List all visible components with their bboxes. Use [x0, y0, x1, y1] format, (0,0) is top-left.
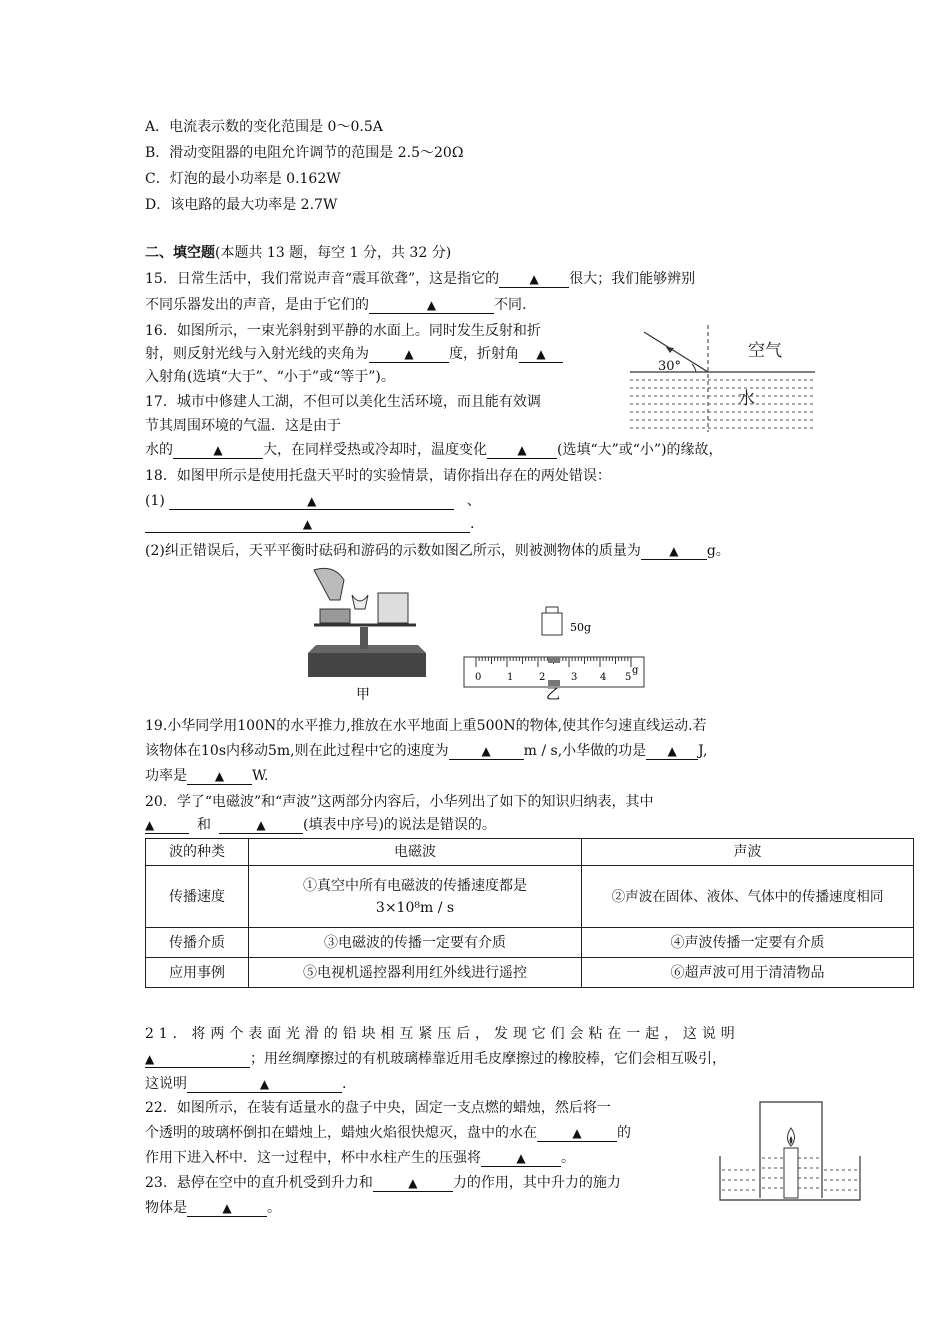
- q22-blank2[interactable]: [481, 1150, 561, 1167]
- object-box: [378, 593, 408, 623]
- q19-text: J,: [698, 743, 708, 759]
- option-a: A．电流表示数的变化范围是 0～0.5A: [145, 119, 383, 135]
- q23-text: 。: [267, 1200, 281, 1216]
- q19-blank1[interactable]: [449, 743, 524, 760]
- q21-text: 这说明: [145, 1076, 187, 1092]
- blank-mark: ▲: [213, 443, 223, 457]
- blank-mark: ▲: [536, 347, 546, 361]
- blank-mark: ▲: [516, 1151, 526, 1165]
- q19-text: W.: [252, 768, 269, 784]
- q18-line3: [145, 514, 474, 534]
- q21-text: .: [342, 1076, 347, 1092]
- blank-mark: ▲: [222, 1201, 232, 1215]
- q23-text: 23．悬停在空中的直升机受到升力和: [145, 1175, 373, 1191]
- q16-line1: 16．如图所示，一束光斜射到平静的水面上。同时发生反射和折: [145, 323, 541, 339]
- section-heading: [145, 243, 451, 263]
- cup: [352, 595, 368, 609]
- candle: [784, 1148, 798, 1198]
- balance-base: [308, 653, 426, 677]
- rider: [548, 657, 560, 663]
- table-header-row: [146, 839, 914, 866]
- q17-text: 水的: [145, 442, 173, 458]
- label-jia: 甲: [356, 687, 370, 703]
- candle-figure: [716, 1098, 866, 1206]
- q18-line1: 18．如图甲所示是使用托盘天平时的实验情景，请你指出存在的两处错误：: [145, 468, 611, 484]
- scale-unit: g: [632, 665, 639, 676]
- table-cell: ⑤电视机遥控器利用红外线进行遥控: [249, 958, 582, 988]
- q22-text: 作用下进入杯中．这一过程中，杯中水柱产生的压强将: [145, 1150, 481, 1166]
- knowledge-table: [145, 838, 914, 988]
- q21-blank1[interactable]: [145, 1051, 250, 1068]
- q18-end: .: [470, 516, 475, 532]
- option-b: B．滑动变阻器的电阻允许调节的范围是 2.5～20Ω: [145, 145, 464, 161]
- q15-blank1[interactable]: [499, 271, 569, 288]
- q15-line2: [145, 295, 526, 315]
- blank-mark: ▲: [145, 818, 155, 832]
- tick-0: 0: [475, 672, 482, 683]
- table-row: [146, 866, 914, 928]
- q19-line2: [145, 741, 707, 761]
- q17-blank1[interactable]: [173, 442, 263, 459]
- q21-text: ；用丝绸摩擦过的有机玻璃棒靠近用毛皮摩擦过的橡胶棒，它们会相互吸引，: [250, 1051, 726, 1067]
- angle-arc: [692, 364, 696, 372]
- air-label: 空气: [748, 341, 782, 361]
- q18-line4: [145, 541, 730, 561]
- q17-line3: [145, 440, 723, 460]
- blank-mark: ▲: [572, 1126, 582, 1140]
- table-cell: ⑥超声波可用于清清物品: [582, 958, 914, 988]
- q18-part1-label: (1): [145, 493, 165, 509]
- table-cell: ②声波在固体、液体、气体中的传播速度相同: [582, 866, 914, 928]
- cell-line: 3×10⁸m / s: [375, 899, 455, 916]
- balance-figure: [300, 565, 435, 705]
- table-row: [146, 958, 914, 988]
- blank-mark: ▲: [426, 298, 437, 312]
- q20-line2: [145, 815, 496, 835]
- q15-text: 不同乐器发出的声音，是由于它们的: [145, 297, 369, 313]
- q17-text: (选填“大”或“小”)的缘故，: [557, 442, 723, 458]
- tick-3: 3: [571, 672, 578, 683]
- q21-line2: [145, 1049, 726, 1069]
- q19-blank2[interactable]: [646, 743, 698, 760]
- q20-text: (填表中序号)的说法是错误的。: [303, 817, 496, 833]
- q19-text: m / s,小华做的功是: [523, 743, 647, 759]
- q21-line3: [145, 1074, 346, 1094]
- q23-text: 力的作用，其中升力的施力: [452, 1175, 621, 1191]
- rider-scale-figure: [460, 605, 650, 700]
- q18-text: (2)纠正错误后，天平平衡时砝码和游码的示数如图乙所示，则被测物体的质量为: [145, 543, 641, 559]
- q16-line3: 入射角(选填“大于”、“小于”或“等于”)。: [145, 369, 395, 385]
- q20-text: 和: [197, 817, 211, 833]
- q22-line1: 22．如图所示，在装有适量水的盘子中央，固定一支点燃的蜡烛，然后将一: [145, 1100, 611, 1116]
- table-cell: 应用事例: [146, 958, 249, 988]
- q18-blank2[interactable]: [145, 516, 470, 533]
- q15-text: 很大；我们能够辨别: [569, 271, 696, 287]
- q23-line2: [145, 1198, 281, 1218]
- hand-icon: [314, 568, 344, 600]
- q22-blank1[interactable]: [537, 1125, 617, 1142]
- angle-label: 30°: [658, 359, 682, 374]
- blank-mark: ▲: [259, 1077, 270, 1091]
- q16-text: 射，则反射光线与入射光线的夹角为: [145, 346, 369, 362]
- q16-text: 度，折射角: [449, 346, 519, 362]
- table-cell: ③电磁波的传播一定要有介质: [249, 928, 582, 958]
- q16-line2: [145, 344, 563, 364]
- q19-line1: 19.小华同学用100N的水平推力,推放在水平地面上重500N的物体,使其作匀速直线运动.若: [145, 718, 707, 734]
- left-pan-weights: [320, 609, 350, 623]
- q18-blank1[interactable]: [169, 493, 454, 510]
- blank-mark: ▲: [529, 272, 539, 286]
- q21-blank2[interactable]: [187, 1076, 342, 1093]
- q19-line3: [145, 766, 268, 786]
- blank-mark: ▲: [404, 347, 414, 361]
- q23-blank2[interactable]: [187, 1200, 267, 1217]
- q19-text: 该物体在10s内移动5m,则在此过程中它的速度为: [145, 743, 449, 759]
- water-label: 水: [738, 389, 755, 409]
- table-cell: 传播介质: [146, 928, 249, 958]
- section-title: 二、填空题: [145, 245, 215, 261]
- q23-text: 物体是: [145, 1200, 187, 1216]
- q18-text: g。: [706, 543, 730, 559]
- q18-blank3[interactable]: [641, 543, 707, 560]
- tick-4: 4: [600, 672, 607, 683]
- q22-line3: [145, 1148, 575, 1168]
- tick-2: 2: [539, 672, 546, 683]
- q22-text: 。: [561, 1150, 575, 1166]
- table-header: 波的种类: [146, 839, 249, 866]
- q15-line1: [145, 269, 695, 289]
- blank-mark: ▲: [256, 818, 266, 832]
- q16-blank2[interactable]: [519, 346, 563, 363]
- blank-mark: ▲: [408, 1176, 418, 1190]
- cell-line: ①真空中所有电磁波的传播速度都是: [303, 877, 527, 894]
- tick-1: 1: [507, 672, 514, 683]
- q18-line2: [145, 491, 481, 511]
- balance-pillar: [360, 627, 368, 649]
- q21-line1: 21．将两个表面光滑的铅块相互紧压后，发现它们会粘在一起，这说明: [145, 1026, 740, 1042]
- refraction-figure: [630, 320, 820, 435]
- table-cell: [249, 866, 582, 928]
- option-c: C．灯泡的最小功率是 0.162W: [145, 171, 341, 187]
- q22-text: 个透明的玻璃杯倒扣在蜡烛上，蜡烛火焰很快熄灭，盘中的水在: [145, 1125, 537, 1141]
- option-d: D．该电路的最大功率是 2.7W: [145, 197, 338, 213]
- q23-blank1[interactable]: [373, 1175, 453, 1192]
- q23-line1: [145, 1173, 621, 1193]
- q22-line2: [145, 1123, 631, 1143]
- q20-blank2[interactable]: [219, 817, 303, 834]
- blank-mark: ▲: [307, 494, 317, 508]
- blank-mark: ▲: [302, 517, 313, 531]
- q20-blank1[interactable]: [145, 817, 189, 834]
- tick-5: 5: [625, 672, 632, 683]
- weight-label: 50g: [570, 621, 592, 634]
- table-cell: 传播速度: [146, 866, 249, 928]
- blank-mark: ▲: [214, 769, 225, 783]
- weight-50g-icon: [542, 613, 562, 635]
- section-desc: (本题共 13 题，每空 1 分，共 32 分): [215, 245, 452, 261]
- blank-mark: ▲: [667, 744, 677, 758]
- blank-mark: ▲: [517, 443, 527, 457]
- table-cell: ④声波传播一定要有介质: [582, 928, 914, 958]
- q17-text: 大，在同样受热或冷却时，温度变化: [263, 442, 487, 458]
- blank-mark: ▲: [669, 544, 679, 558]
- q17-line2: 节其周围环境的气温．这是由于: [145, 418, 341, 434]
- q19-text: 功率是: [145, 768, 187, 784]
- q20-line1: 20．学了“电磁波”和“声波”这两部分内容后，小华列出了如下的知识归纳表，其中: [145, 794, 654, 810]
- q17-blank2[interactable]: [487, 442, 557, 459]
- q18-separator: 、: [466, 493, 481, 509]
- q17-line1: 17．城市中修建人工湖，不但可以美化生活环境，而且能有效调: [145, 394, 541, 410]
- q15-blank2[interactable]: [369, 297, 494, 314]
- blank-mark: ▲: [481, 744, 491, 758]
- table-header: 电磁波: [249, 839, 582, 866]
- table-header: 声波: [582, 839, 914, 866]
- q19-blank3[interactable]: [187, 768, 252, 785]
- q16-blank1[interactable]: [369, 346, 449, 363]
- q15-text: 不同.: [494, 297, 527, 313]
- table-row: [146, 928, 914, 958]
- q15-text: 15．日常生活中，我们常说声音“震耳欲聋”，这是指它的: [145, 271, 500, 287]
- q22-text: 的: [617, 1125, 631, 1141]
- label-yi: 乙: [546, 687, 560, 700]
- blank-mark: ▲: [145, 1052, 155, 1066]
